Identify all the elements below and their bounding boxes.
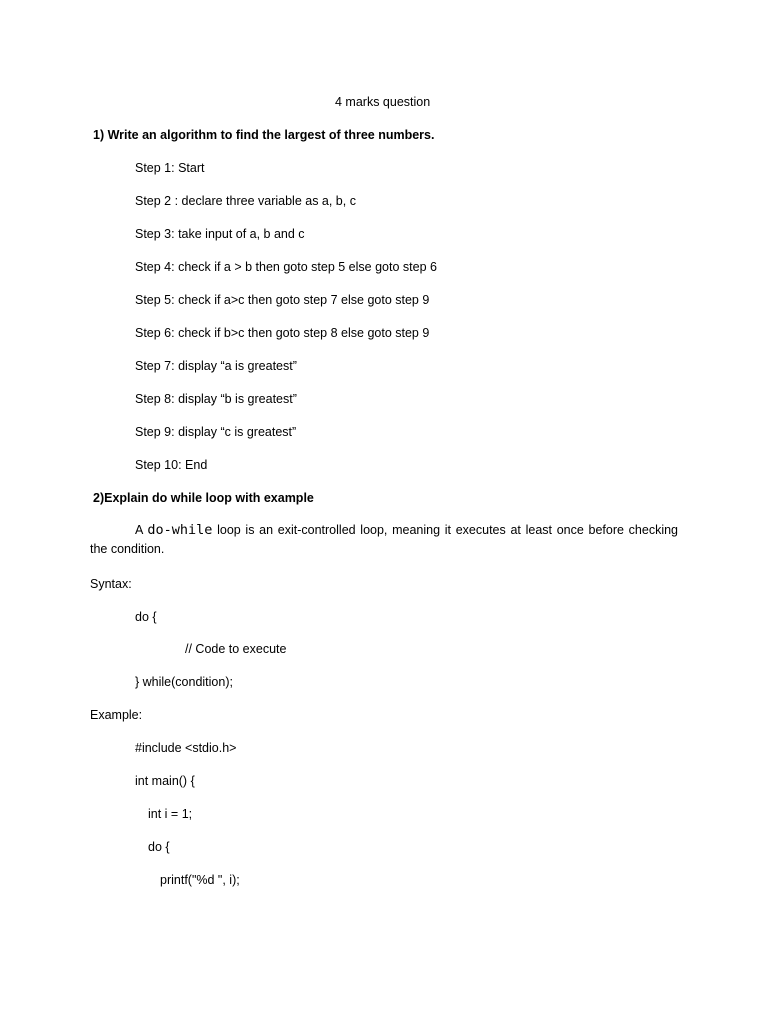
intro-text: loop is an exit-controlled loop, meaning it executes at least once before checking the condition. bbox=[90, 523, 678, 556]
syntax-line: do { bbox=[135, 610, 157, 624]
algorithm-step: Step 5: check if a>c then goto step 7 else goto step 9 bbox=[135, 293, 430, 307]
algorithm-step: Step 7: display “a is greatest” bbox=[135, 359, 297, 373]
algorithm-step: Step 8: display “b is greatest” bbox=[135, 392, 297, 406]
question-2-title: 2)Explain do while loop with example bbox=[93, 491, 314, 505]
example-label: Example: bbox=[90, 708, 143, 722]
intro-code-keyword: do-while bbox=[147, 522, 213, 538]
algorithm-step: Step 1: Start bbox=[135, 161, 205, 175]
syntax-line: } while(condition); bbox=[135, 675, 233, 689]
do-while-intro bbox=[90, 521, 678, 559]
algorithm-step: Step 4: check if a > b then goto step 5 else goto step 6 bbox=[135, 260, 437, 274]
code-line: #include <stdio.h> bbox=[135, 741, 237, 755]
intro-prefix: A bbox=[135, 523, 148, 537]
algorithm-step: Step 9: display “c is greatest” bbox=[135, 425, 297, 439]
code-line: int main() { bbox=[135, 774, 195, 788]
algorithm-step: Step 2 : declare three variable as a, b, c bbox=[135, 194, 356, 208]
code-line: do { bbox=[148, 840, 170, 854]
syntax-line: // Code to execute bbox=[185, 642, 287, 656]
algorithm-step: Step 6: check if b>c then goto step 8 else goto step 9 bbox=[135, 326, 430, 340]
algorithm-step: Step 10: End bbox=[135, 458, 208, 472]
code-line: int i = 1; bbox=[148, 807, 193, 821]
syntax-label: Syntax: bbox=[90, 577, 132, 591]
code-line: printf("%d ", i); bbox=[160, 873, 240, 887]
question-1-title: 1) Write an algorithm to find the largest of three numbers. bbox=[93, 128, 435, 142]
algorithm-step: Step 3: take input of a, b and c bbox=[135, 227, 305, 241]
page-heading: 4 marks question bbox=[335, 95, 431, 109]
